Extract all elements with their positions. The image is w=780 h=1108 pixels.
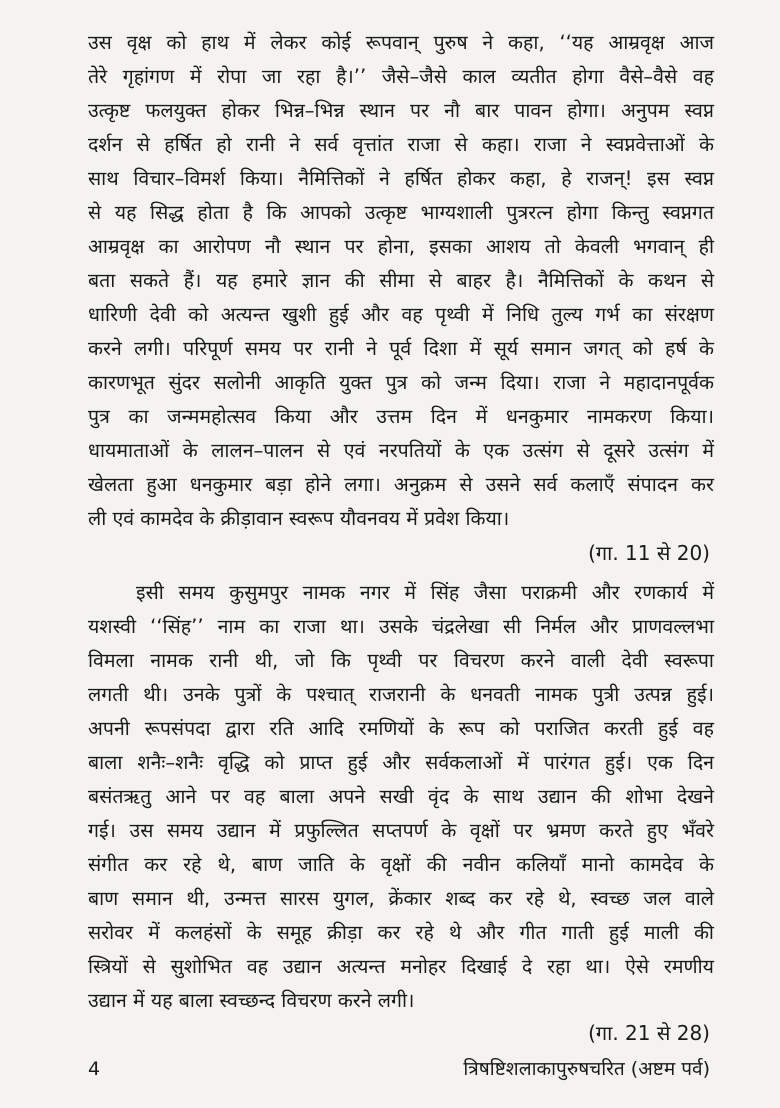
- text-line: उस वृक्ष को हाथ में लेकर कोई रूपवान् पुरुष ने कहा, ‘‘यह आम्रवृक्ष आज: [88, 31, 714, 54]
- text-line: उद्यान में यह बाला स्वच्छन्द विचरण करने लगी।: [88, 989, 415, 1012]
- text-line: ली एवं कामदेव के क्रीड़ावान स्वरूप यौवनवय में प्रवेश किया।: [88, 507, 510, 530]
- text-line: यशस्वी ‘‘सिंह’’ नाम का राजा था। उसके चंद्रलेखा सी निर्मल और प्राणवल्लभा: [88, 615, 714, 638]
- verse-reference: (गा. 21 से 28): [588, 1021, 710, 1045]
- book-title: त्रिषष्टिशलाकापुरुषचरित (अष्टम पर्व): [463, 1058, 710, 1080]
- text-line: आम्रवृक्ष का आरोपण नौ स्थान पर होना, इसका आशय तो केवली भगवान् ही: [88, 235, 714, 258]
- text-line: उत्कृष्ट फलयुक्त होकर भिन्न–भिन्न स्थान पर नौ बार पावन होगा। अनुपम स्वप्न: [88, 99, 714, 122]
- page-number: 4: [88, 1058, 101, 1080]
- text-line: लगती थी। उनके पुत्रों के पश्चात् राजरानी के धनवती नामक पुत्री उत्पन्न हुई।: [88, 683, 714, 706]
- text-line: स्त्रियों से सुशोभित वह उद्यान अत्यन्त मनोहर दिखाई दे रहा था। ऐसे रमणीय: [88, 955, 714, 978]
- text-line: धायमाताओं के लालन–पालन से एवं नरपतियों के एक उत्संग से दूसरे उत्संग में: [88, 439, 714, 462]
- text-line: बसंतऋतु आने पर वह बाला अपने सखी वृंद के साथ उद्यान की शोभा देखने: [88, 785, 714, 808]
- text-line: कारणभूत सुंदर सलोनी आकृति युक्त पुत्र को जन्म दिया। राजा ने महादानपूर्वक: [88, 371, 714, 394]
- text-line: इसी समय कुसुमपुर नामक नगर में सिंह जैसा पराक्रमी और रणकार्य में: [136, 581, 714, 604]
- text-line: संगीत कर रहे थे, बाण जाति के वृक्षों की नवीन कलियाँ मानो कामदेव के: [88, 853, 714, 876]
- text-line: सरोवर में कलहंसों के समूह क्रीड़ा कर रहे थे और गीत गाती हुई माली की: [88, 921, 714, 944]
- text-line: बाण समान थी, उन्मत्त सारस युगल, क्रेंकार शब्द कर रहे थे, स्वच्छ जल वाले: [88, 887, 714, 910]
- text-line: गई। उस समय उद्यान में प्रफुल्लित सप्तपर्ण के वृक्षों पर भ्रमण करते हुए भँवरे: [88, 819, 714, 842]
- text-line: बता सकते हैं। यह हमारे ज्ञान की सीमा से बाहर है। नैमित्तिकों के कथन से: [88, 269, 714, 292]
- text-line: बाला शनैः–शनैः वृद्धि को प्राप्त हुई और सर्वकलाओं में पारंगत हुई। एक दिन: [88, 751, 714, 774]
- text-line: धारिणी देवी को अत्यन्त खुशी हुई और वह पृथ्वी में निधि तुल्य गर्भ का संरक्षण: [88, 303, 714, 326]
- text-line: दर्शन से हर्षित हो रानी ने सर्व वृत्तांत राजा से कहा। राजा ने स्वप्नवेत्ताओं के: [88, 133, 714, 156]
- text-line: विमला नामक रानी थी, जो कि पृथ्वी पर विचरण करने वाली देवी स्वरूपा: [88, 649, 714, 672]
- text-line: खेलता हुआ धनकुमार बड़ा होने लगा। अनुक्रम से उसने सर्व कलाएँ संपादन कर: [88, 473, 714, 496]
- text-line: से यह सिद्ध होता है कि आपको उत्कृष्ट भाग्यशाली पुत्ररत्न होगा किन्तु स्वप्नगत: [88, 201, 714, 224]
- text-line: साथ विचार–विमर्श किया। नैमित्तिकों ने हर्षित होकर कहा, हे राजन्! इस स्वप्न: [88, 167, 714, 190]
- verse-reference: (गा. 11 से 20): [588, 541, 710, 565]
- text-line: करने लगी। परिपूर्ण समय पर रानी ने पूर्व दिशा में सूर्य समान जगत् को हर्ष के: [88, 337, 714, 360]
- text-line: अपनी रूपसंपदा द्वारा रति आदि रमणियों के रूप को पराजित करती हुई वह: [88, 717, 714, 740]
- text-line: तेरे गृहांगण में रोपा जा रहा है।’’ जैसे–जैसे काल व्यतीत होगा वैसे–वैसे वह: [88, 65, 714, 88]
- text-line: पुत्र का जन्ममहोत्सव किया और उत्तम दिन में धनकुमार नामकरण किया।: [88, 405, 714, 428]
